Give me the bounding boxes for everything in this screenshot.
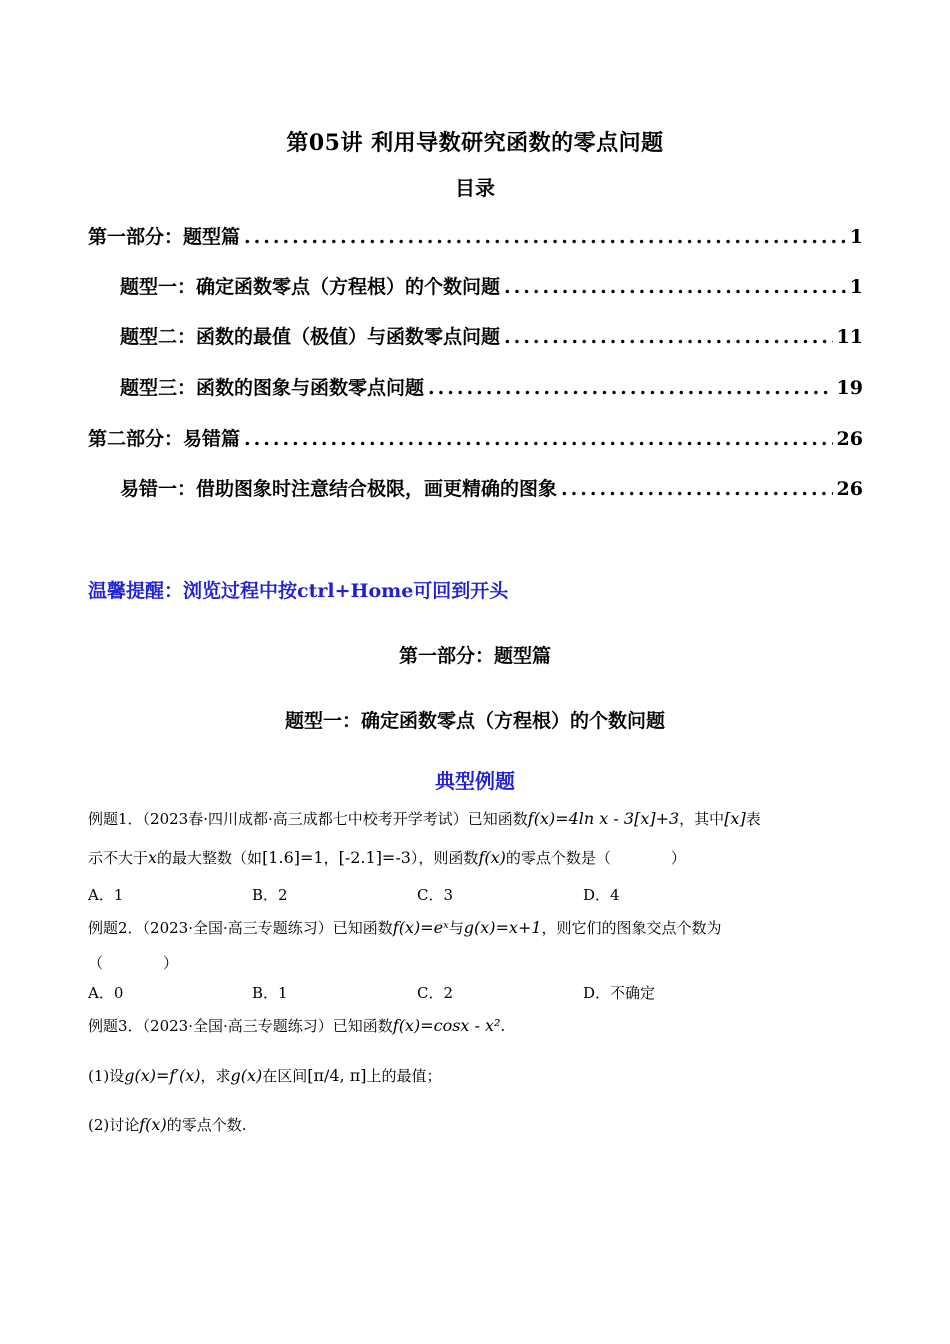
function-f: f(x)	[139, 1115, 167, 1134]
toc-item-page: 26	[836, 478, 863, 500]
example-1-prefix: 例题1．（2023春·四川成都·高三成都七中校考开学考试）已知函数	[88, 810, 528, 828]
example-1-text: 的零点个数是（ ）	[505, 849, 686, 867]
example-2-line-1	[88, 917, 722, 938]
floor-notation: [x]	[724, 809, 746, 828]
example-1-text: ），则函数	[410, 849, 479, 867]
type-title: 题型一：确定函数零点（方程根）的个数问题	[284, 710, 665, 732]
example-2-answer-paren: （ ）	[88, 954, 179, 972]
example-3-line-1	[88, 1015, 505, 1036]
toc-leader	[428, 377, 833, 399]
example-3-text: (2)讨论	[88, 1116, 140, 1134]
toc-heading: 目录	[455, 176, 495, 200]
toc-item-page: 11	[836, 326, 863, 348]
toc-item-page: 1	[849, 226, 863, 248]
example-2-text: 与	[448, 919, 464, 937]
toc-item-page: 26	[836, 428, 863, 450]
toc-item-part2[interactable]	[88, 424, 863, 454]
toc-item-type2[interactable]	[120, 322, 863, 352]
toc-leader	[504, 276, 846, 298]
example-1-function: f(x)=4ln x - 3[x]+3	[527, 809, 680, 828]
function-f: f(x)=cosx - x²	[392, 1016, 501, 1035]
example-1-option-b[interactable]: B．2	[252, 886, 288, 904]
example-3-part-1	[88, 1065, 442, 1086]
example-1-line-2	[88, 847, 686, 868]
example-3-text: ，求	[200, 1067, 231, 1085]
page-title: 第05讲 利用导数研究函数的零点问题	[286, 130, 664, 156]
example-1-text: ，	[323, 849, 339, 867]
example-3-text: 上的最值；	[366, 1067, 442, 1085]
toc-item-label: 易错一：借助图象时注意结合极限，画更精确的图象	[120, 478, 558, 500]
example-2-option-b[interactable]: B．1	[252, 984, 288, 1002]
toc-item-page: 19	[836, 377, 863, 399]
toc-item-type1[interactable]	[120, 272, 863, 302]
example-3-text: 在区间	[262, 1067, 308, 1085]
floor-example-b: [-2.1]=-3	[338, 848, 411, 867]
function-g-def: g(x)=f′(x)	[124, 1066, 201, 1085]
part-title: 第一部分：题型篇	[398, 645, 551, 667]
function-g: g(x)=x+1	[463, 918, 542, 937]
toc-item-error1[interactable]	[120, 474, 863, 504]
function-f: f(x)	[478, 848, 506, 867]
example-3-text: .	[500, 1017, 506, 1035]
toc-item-page: 1	[849, 276, 863, 298]
navigation-hint: 温馨提醒：浏览过程中按ctrl+Home可回到开头	[88, 580, 509, 602]
toc-leader	[244, 226, 846, 248]
example-1-option-d[interactable]: D．4	[583, 886, 620, 904]
toc-item-label: 第一部分：题型篇	[88, 226, 241, 248]
toc-leader	[561, 478, 833, 500]
example-2-option-c[interactable]: C．2	[417, 984, 454, 1002]
example-3-part-2	[88, 1114, 246, 1135]
example-1-text: 的最大整数（如	[157, 849, 263, 867]
interval: [π/4, π]	[307, 1066, 367, 1085]
examples-heading: 典型例题	[435, 769, 515, 793]
example-3-prefix: 例题3．（2023·全国·高三专题练习）已知函数	[88, 1017, 393, 1035]
example-1-line-1	[88, 808, 761, 829]
toc-item-label: 题型一：确定函数零点（方程根）的个数问题	[120, 276, 501, 298]
function-f: f(x)=eˣ	[392, 918, 449, 937]
toc-item-label: 第二部分：易错篇	[88, 428, 241, 450]
example-2-text: ，则它们的图象交点个数为	[541, 919, 722, 937]
variable-x: x	[148, 848, 158, 867]
toc-item-label: 题型三：函数的图象与函数零点问题	[120, 377, 425, 399]
toc-leader	[504, 326, 833, 348]
example-2-prefix: 例题2．（2023·全国·高三专题练习）已知函数	[88, 919, 393, 937]
toc-leader	[244, 428, 833, 450]
example-2-option-a[interactable]: A．0	[88, 984, 124, 1002]
example-1-option-c[interactable]: C．3	[417, 886, 454, 904]
example-1-middle: ，其中	[679, 810, 725, 828]
example-3-text: (1)设	[88, 1067, 125, 1085]
toc-item-type3[interactable]	[120, 373, 863, 403]
floor-example-a: [1.6]=1	[262, 848, 324, 867]
function-g: g(x)	[230, 1066, 263, 1085]
example-2-option-d[interactable]: D．不确定	[583, 984, 656, 1002]
toc-item-label: 题型二：函数的最值（极值）与函数零点问题	[120, 326, 501, 348]
example-3-text: 的零点个数.	[166, 1116, 247, 1134]
toc-item-part1[interactable]	[88, 222, 863, 252]
example-1-tail: 表	[745, 810, 761, 828]
example-1-text: 示不大于	[88, 849, 149, 867]
example-1-option-a[interactable]: A．1	[88, 886, 124, 904]
